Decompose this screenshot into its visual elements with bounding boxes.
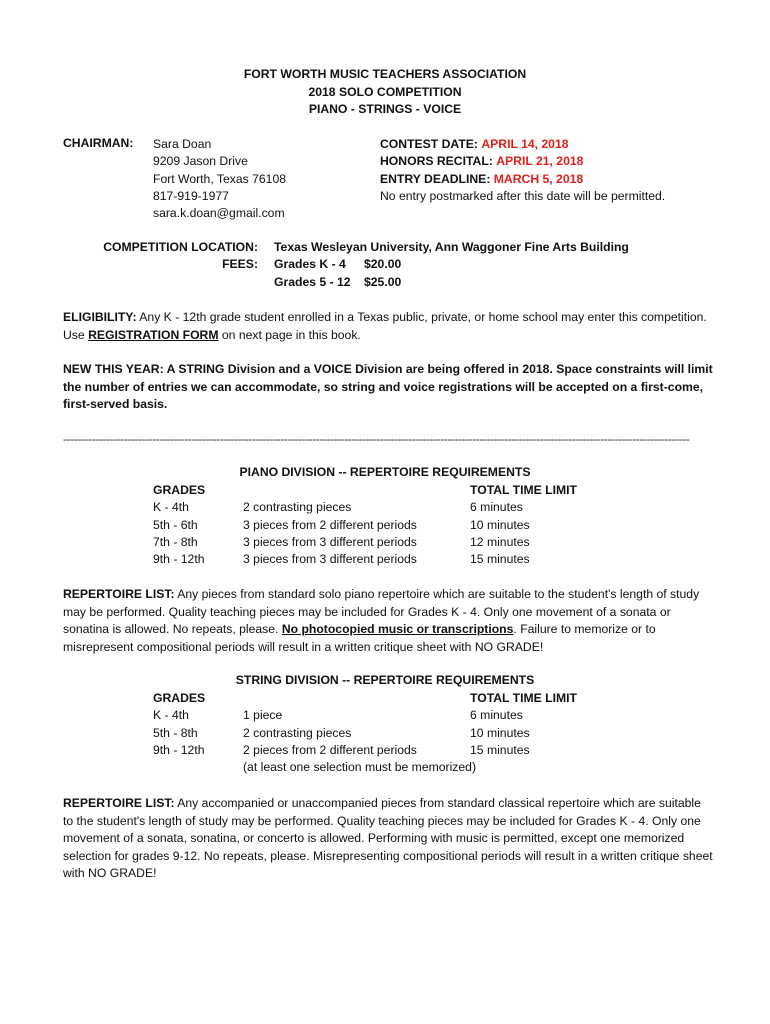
honors-recital-label: HONORS RECITAL: bbox=[380, 154, 493, 169]
piano-col-grades: GRADES bbox=[153, 483, 206, 497]
eligibility-text-2: on next page in this book. bbox=[218, 327, 361, 342]
piano-repertoire-label: REPERTOIRE LIST: bbox=[63, 587, 175, 601]
section-divider: -------------------------------------------------------------------------------------------------------------------------------------------------------------------------------- bbox=[63, 432, 690, 446]
contest-date-label: CONTEST DATE: bbox=[380, 137, 478, 151]
registration-form-link[interactable]: REGISTRATION FORM bbox=[88, 327, 219, 342]
time-cell: 6 minutes bbox=[470, 708, 523, 723]
grade-cell: K - 4th bbox=[153, 708, 189, 723]
table-row bbox=[153, 725, 603, 742]
table-row bbox=[153, 742, 603, 759]
entry-deadline-label: ENTRY DEADLINE: bbox=[380, 171, 491, 186]
table-row bbox=[153, 707, 603, 724]
string-col-time: TOTAL TIME LIMIT bbox=[470, 691, 577, 705]
chairman-label: CHAIRMAN: bbox=[63, 136, 134, 150]
time-cell: 15 minutes bbox=[470, 742, 530, 757]
time-cell: 15 minutes bbox=[470, 552, 530, 567]
entry-deadline-row bbox=[380, 171, 665, 188]
table-row bbox=[153, 551, 603, 568]
eligibility-text-1: Any K - 12th grade student enrolled in a Texas public, private, or home school may enter this competition. Use bbox=[63, 310, 707, 342]
fee-1-grade: Grades K - 4 bbox=[274, 257, 346, 272]
contest-date-value: APRIL 14, 2018 bbox=[481, 137, 569, 151]
chairman-phone: 817-919-1977 bbox=[153, 188, 229, 203]
string-repertoire-text: Any accompanied or unaccompanied pieces from standard classical repertoire which are suitable to the student's length of study may be performed. Quality teaching pieces may be included for Grades K - 4. Only one movement of a sonata, sonatina, or concerto is allowed. Performing with music is permitted, except one memorized selection for grades 9-12. No repeats, please. Misrepresenting compositional periods will result in a written critique sheet with NO GRADE! bbox=[63, 796, 713, 880]
piano-table-header bbox=[153, 482, 603, 499]
requirement-cell: 3 pieces from 2 different periods bbox=[243, 517, 417, 532]
fee-row-2 bbox=[0, 274, 770, 291]
honors-recital-value: APRIL 21, 2018 bbox=[496, 154, 584, 169]
location-label: COMPETITION LOCATION: bbox=[103, 240, 258, 254]
grade-cell: 5th - 6th bbox=[153, 517, 198, 532]
string-requirements-table bbox=[153, 690, 603, 776]
piano-col-blank bbox=[243, 482, 470, 499]
grade-cell: 9th - 12th bbox=[153, 552, 205, 567]
fee-row-1 bbox=[0, 256, 770, 273]
time-cell: 10 minutes bbox=[470, 517, 530, 532]
location-and-fees bbox=[0, 239, 770, 291]
string-division-title: STRING DIVISION -- REPERTOIRE REQUIREMENTS bbox=[235, 673, 535, 687]
chairman-email: sara.k.doan@gmail.com bbox=[153, 206, 285, 221]
piano-repertoire-text-1: Any pieces from standard solo piano repertoire which are suitable to the student's length of study may be performed. Quality teaching pieces may be included for Grades K - 4. Only one movement of a sonata or sonatina is allowed. No repeats, please. bbox=[63, 587, 700, 636]
time-cell: 10 minutes bbox=[470, 725, 530, 740]
chairman-name: Sara Doan bbox=[153, 137, 212, 151]
fee-2-price: $25.00 bbox=[364, 274, 402, 289]
document-header bbox=[0, 66, 770, 119]
location-value: Texas Wesleyan University, Ann Waggoner Fine Arts Building bbox=[274, 240, 629, 254]
string-repertoire-paragraph bbox=[63, 795, 713, 883]
fees-label: FEES: bbox=[222, 257, 258, 272]
table-row bbox=[153, 517, 603, 534]
time-cell: 6 minutes bbox=[470, 500, 523, 515]
fee-2 bbox=[274, 274, 401, 291]
divisions-subtitle: PIANO - STRINGS - VOICE bbox=[308, 102, 462, 116]
string-table-header bbox=[153, 690, 603, 707]
requirement-cell: 1 piece bbox=[243, 708, 283, 723]
fee-1-price: $20.00 bbox=[364, 257, 402, 272]
org-title: FORT WORTH MUSIC TEACHERS ASSOCIATION bbox=[243, 67, 527, 81]
requirement-cell: 3 pieces from 3 different periods bbox=[243, 552, 417, 567]
grade-cell: 7th - 8th bbox=[153, 534, 198, 549]
piano-repertoire-paragraph bbox=[63, 586, 713, 656]
location-row bbox=[0, 239, 770, 256]
no-photocopies-note: No photocopied music or transcriptions bbox=[281, 622, 514, 636]
string-col-grades: GRADES bbox=[153, 691, 206, 705]
requirement-cell: 2 contrasting pieces bbox=[243, 725, 352, 740]
grade-cell: 9th - 12th bbox=[153, 742, 205, 757]
new-this-year-paragraph: NEW THIS YEAR: A STRING Division and a VOICE Division are being offered in 2018. Space constraints will limit the number of entries we can accommodate, so string and voice registrations will be accepted on a first-come, first-served basis. bbox=[63, 362, 713, 411]
requirement-cell: 2 contrasting pieces bbox=[243, 500, 352, 515]
competition-title: 2018 SOLO COMPETITION bbox=[308, 84, 462, 99]
eligibility-label: ELIGIBILITY: bbox=[63, 310, 137, 324]
honors-recital-row bbox=[380, 153, 665, 170]
piano-col-time: TOTAL TIME LIMIT bbox=[470, 483, 577, 497]
memorize-note: (at least one selection must be memorized) bbox=[243, 760, 477, 775]
key-dates bbox=[380, 136, 665, 205]
grade-cell: 5th - 8th bbox=[153, 725, 198, 740]
table-row bbox=[153, 534, 603, 551]
string-col-blank bbox=[243, 690, 470, 707]
entry-deadline-value: MARCH 5, 2018 bbox=[493, 171, 584, 186]
chairman-address-line2: Fort Worth, Texas 76108 bbox=[153, 171, 287, 186]
memorize-note-row bbox=[153, 759, 603, 776]
eligibility-paragraph bbox=[63, 309, 713, 344]
time-cell: 12 minutes bbox=[470, 534, 530, 549]
fee-2-grade: Grades 5 - 12 bbox=[274, 274, 351, 289]
memorize-note-spacer bbox=[153, 759, 243, 776]
requirement-cell: 2 pieces from 2 different periods bbox=[243, 742, 417, 757]
string-repertoire-label: REPERTOIRE LIST: bbox=[63, 796, 175, 810]
postmark-note: No entry postmarked after this date will be permitted. bbox=[380, 188, 666, 203]
piano-repertoire-text-2: . Failure to memorize or to misrepresent compositional periods will result in a written critique sheet with NO GRADE! bbox=[63, 622, 656, 654]
requirement-cell: 3 pieces from 3 different periods bbox=[243, 534, 417, 549]
piano-requirements-table bbox=[153, 482, 603, 568]
piano-division-title: PIANO DIVISION -- REPERTOIRE REQUIREMENTS bbox=[239, 465, 531, 479]
contest-date-row bbox=[380, 136, 665, 153]
grade-cell: K - 4th bbox=[153, 500, 189, 515]
table-row bbox=[153, 499, 603, 516]
chairman-address-line1: 9209 Jason Drive bbox=[153, 154, 248, 169]
fee-1 bbox=[274, 256, 401, 273]
fees-label-spacer bbox=[0, 274, 274, 291]
chairman-contact bbox=[153, 136, 286, 222]
